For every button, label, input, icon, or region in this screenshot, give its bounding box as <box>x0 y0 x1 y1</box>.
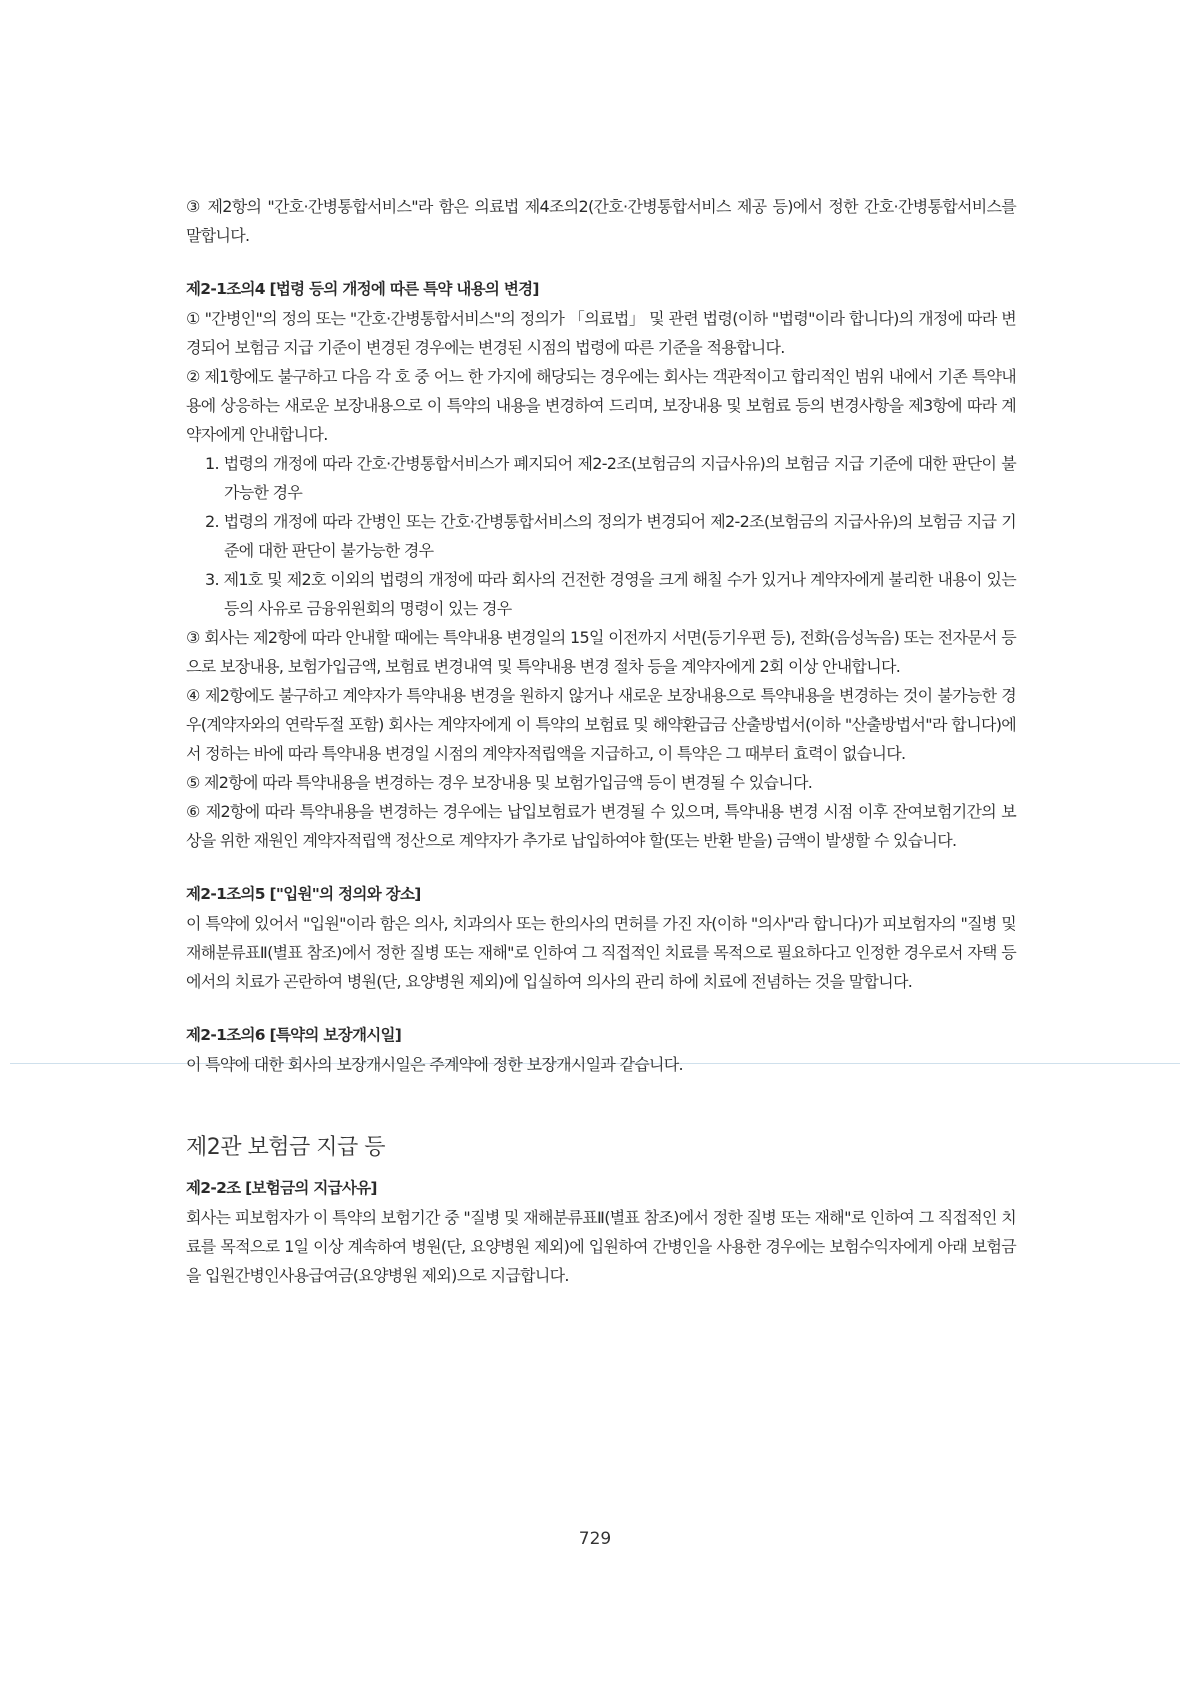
chapter-title: 제2관 보험금 지급 등 <box>186 1135 385 1160</box>
clause-3: ③ 회사는 제2항에 따라 안내할 때에는 특약내용 변경일의 15일 이전까지 서면(등기우편 등), 전화(음성녹음) 또는 전자문서 등으로 보장내용, 보험가입금액, 보험료 변경내역 및 특약내용 변경 절차 등을 계약자에게 2회 이상 안내합니다. <box>186 628 1016 676</box>
section-heading-2-1-6: 제2-1조의6 [특약의 보장개시일] <box>186 1026 402 1044</box>
coverage-start-text: 이 특약에 대한 회사의 보장개시일은 주계약에 정한 보장개시일과 같습니다. <box>186 1055 683 1074</box>
section-heading-2-2: 제2-2조 [보험금의 지급사유] <box>186 1179 377 1197</box>
hospitalization-definition: 이 특약에 있어서 "입원"이라 함은 의사, 치과의사 또는 한의사의 면허를 가진 자(이하 "의사"라 합니다)가 피보험자의 "질병 및 재해분류표Ⅱ(별표 참조)에서 정한 질병 또는 재해"로 인하여 그 직접적인 치료를 목적으로 필요하다고 인정한 경우로서 자택 등에서의 치료가 곤란하여 병원(단, 요양병원 제외)에 입실하여 의사의 관리 하에 치료에 전념하는 것을 말합니다. <box>186 914 1016 991</box>
section-heading-2-1-5: 제2-1조의5 ["입원"의 정의와 장소] <box>186 885 421 903</box>
list-item-2: 2. 법령의 개정에 따라 간병인 또는 간호·간병통합서비스의 정의가 변경되어 제2-2조(보험금의 지급사유)의 보험금 지급 기준에 대한 판단이 불가능한 경우 <box>205 512 1016 560</box>
section-heading-2-1-4: 제2-1조의4 [법령 등의 개정에 따른 특약 내용의 변경] <box>186 280 539 298</box>
clause-5: ⑤ 제2항에 따라 특약내용을 변경하는 경우 보장내용 및 보험가입금액 등이 변경될 수 있습니다. <box>186 773 813 792</box>
page-number: 729 <box>578 1529 612 1549</box>
paragraph-3-nursing-service: ③ 제2항의 "간호·간병통합서비스"라 함은 의료법 제4조의2(간호·간병통합서비스 제공 등)에서 정한 간호·간병통합서비스를 말합니다. <box>186 197 1016 245</box>
payment-reason-text: 회사는 피보험자가 이 특약의 보험기간 중 "질병 및 재해분류표Ⅱ(별표 참조)에서 정한 질병 또는 재해"로 인하여 그 직접적인 치료를 목적으로 1일 이상 계속하여 병원(단, 요양병원 제외)에 입원하여 간병인을 사용한 경우에는 보험수익자에게 아래 보험금을 입원간병인사용급여금(요양병원 제외)으로 지급합니다. <box>186 1208 1016 1285</box>
document-body <box>186 192 1016 1290</box>
list-item-3: 3. 제1호 및 제2호 이외의 법령의 개정에 따라 회사의 건전한 경영을 크게 해칠 수가 있거나 계약자에게 불리한 내용이 있는 등의 사유로 금융위원회의 명령이 있는 경우 <box>205 570 1016 618</box>
list-item-1: 1. 법령의 개정에 따라 간호·간병통합서비스가 폐지되어 제2-2조(보험금의 지급사유)의 보험금 지급 기준에 대한 판단이 불가능한 경우 <box>205 454 1016 502</box>
clause-4: ④ 제2항에도 불구하고 계약자가 특약내용 변경을 원하지 않거나 새로운 보장내용으로 특약내용을 변경하는 것이 불가능한 경우(계약자와의 연락두절 포함) 회사는 계약자에게 이 특약의 보험료 및 해약환급금 산출방법서(이하 "산출방법서"라 합니다)에서 정하는 바에 따라 특약내용 변경일 시점의 계약자적립액을 지급하고, 이 특약은 그 때부터 효력이 없습니다. <box>186 686 1016 763</box>
clause-6: ⑥ 제2항에 따라 특약내용을 변경하는 경우에는 납입보험료가 변경될 수 있으며, 특약내용 변경 시점 이후 잔여보험기간의 보상을 위한 재원인 계약자적립액 정산으로 계약자가 추가로 납입하여야 할(또는 반환 받을) 금액이 발생할 수 있습니다. <box>186 802 1016 850</box>
clause-1: ① "간병인"의 정의 또는 "간호·간병통합서비스"의 정의가 「의료법」 및 관련 법령(이하 "법령"이라 합니다)의 개정에 따라 변경되어 보험금 지급 기준이 변경된 경우에는 변경된 시점의 법령에 따른 기준을 적용합니다. <box>186 309 1016 357</box>
clause-2: ② 제1항에도 불구하고 다음 각 호 중 어느 한 가지에 해당되는 경우에는 회사는 객관적이고 합리적인 범위 내에서 기존 특약내용에 상응하는 새로운 보장내용으로 이 특약의 내용을 변경하여 드리며, 보장내용 및 보험료 등의 변경사항을 제3항에 따라 계약자에게 안내합니다. <box>186 367 1016 444</box>
